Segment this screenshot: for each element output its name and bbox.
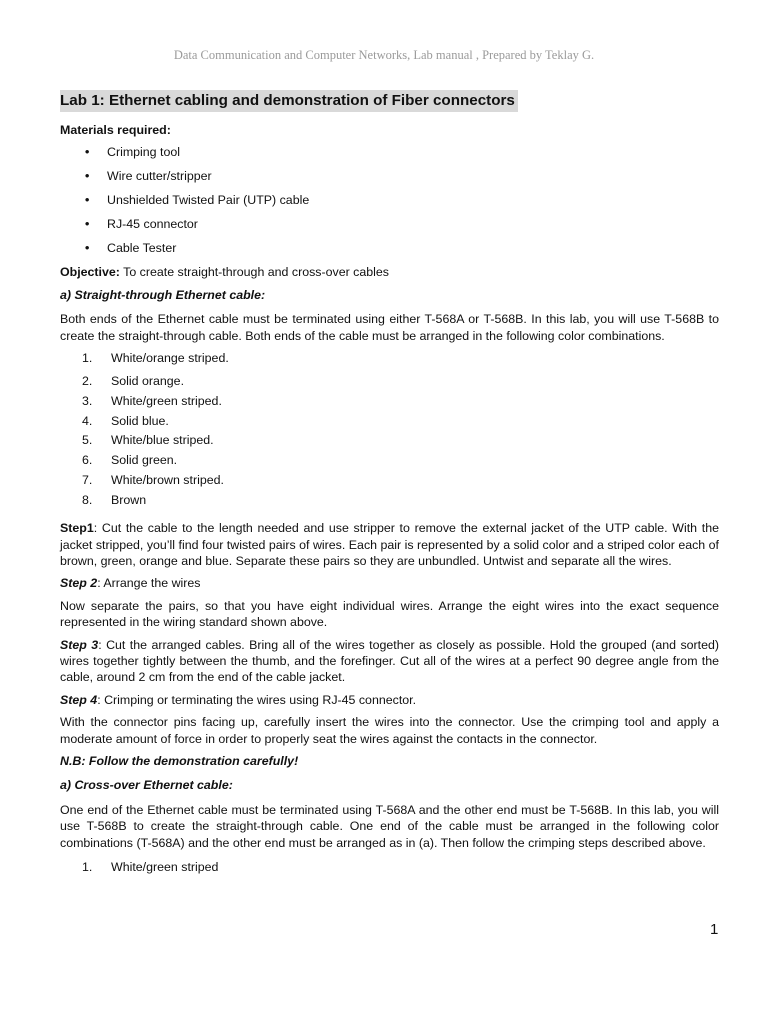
page-number: 1 <box>710 921 719 938</box>
color-order-list <box>60 350 719 508</box>
step-4 <box>60 692 719 708</box>
step-text: : Cut the cable to the length needed and use stripper to remove the external jacket of the UTP cable. With the jacket stripped, you’ll find four twisted pairs of wires. Each pair is represented by a solid color and a striped color each of brown, green, orange and blue. Separate these pairs so they are unbundled. Untwist and separate all the wires. <box>60 521 719 568</box>
step-label: Step 3 <box>60 637 99 652</box>
step-label: Step 2 <box>60 576 98 591</box>
list-item: • Unshielded Twisted Pair (UTP) cable <box>60 192 719 208</box>
list-number: 7. <box>82 472 93 487</box>
running-header: Data Communication and Computer Networks, Lab manual , Prepared by Teklay G. <box>173 48 595 62</box>
list-item <box>60 472 719 488</box>
step-label: Step1 <box>60 521 94 536</box>
step-2-paragraph: Now separate the pairs, so that you have eight individual wires. Arrange the eight wires into the exact sequence represented in the wiring standard shown above. <box>60 598 719 630</box>
list-item <box>60 350 719 366</box>
list-number: 4. <box>82 413 93 428</box>
step-1 <box>60 520 719 569</box>
list-item <box>60 859 719 875</box>
document-body <box>60 90 719 883</box>
list-number: 3. <box>82 393 93 408</box>
list-number: 5. <box>82 433 93 448</box>
step-4-paragraph: With the connector pins facing up, carefully insert the wires into the connector. Use the crimping tool and apply a moderate amount of force in order to properly seat the wires against the contacts in the connector. <box>60 715 719 746</box>
list-text: White/blue striped. <box>111 433 214 448</box>
list-item <box>60 492 719 508</box>
list-text: Solid green. <box>111 453 178 468</box>
objective <box>60 264 719 280</box>
cross-color-list <box>60 859 719 875</box>
list-number: 2. <box>82 373 93 388</box>
list-item <box>60 452 719 468</box>
step-text: : Arrange the wires <box>97 576 201 591</box>
list-number: 6. <box>82 453 93 468</box>
nb-note: N.B: Follow the demonstration carefully! <box>60 754 299 768</box>
objective-label: Objective: <box>60 265 120 280</box>
list-text: White/brown striped. <box>111 472 224 487</box>
objective-text: To create straight-through and cross-over cables <box>119 265 389 280</box>
list-text: Solid orange. <box>111 373 185 388</box>
list-text: Solid blue. <box>111 413 169 428</box>
list-item <box>60 373 719 389</box>
materials-heading: Materials required: <box>60 123 171 137</box>
materials-list <box>60 144 719 256</box>
page-title: Lab 1: Ethernet cabling and demonstration of Fiber connectors <box>60 90 518 112</box>
straight-through-paragraph: Both ends of the Ethernet cable must be terminated using either T-568A or T-568B. In this lab, you will use T-568B to create the straight-through cable. Both ends of the cable must be arranged in the following color combinations. <box>60 312 719 343</box>
cross-over-paragraph: One end of the Ethernet cable must be terminated using T-568A and the other end must be T-568B. In this lab, you will use T-568B to create the straight-through cable. One end of the cable must be arranged in the following color combinations (T-568A) and the other end must be arranged as in (a). Then follow the crimping steps described above. <box>60 802 719 850</box>
list-item: • Crimping tool <box>60 144 719 160</box>
step-3 <box>60 637 719 686</box>
list-item <box>60 393 719 409</box>
list-number: 1. <box>82 860 93 875</box>
list-item: • RJ-45 connector <box>60 216 719 232</box>
list-item: • Cable Tester <box>60 240 719 256</box>
list-text: White/green striped <box>111 860 219 875</box>
step-label: Step 4 <box>60 692 98 707</box>
step-text: : Cut the arranged cables. Bring all of the wires together as closely as possible. Hold the grouped (and sorted) wires together tightly between the thumb, and the forefinger. Cut all of the wires at a perfect 90 degree angle from the cable, around 2 cm from the end of the cable jacket. <box>60 637 720 685</box>
list-text: White/orange striped. <box>111 351 229 366</box>
list-item: • Wire cutter/stripper <box>60 168 719 184</box>
list-item <box>60 413 719 429</box>
cross-over-heading: a) Cross-over Ethernet cable: <box>60 778 233 793</box>
list-text: Brown <box>111 492 147 507</box>
list-number: 1. <box>82 351 93 366</box>
step-2 <box>60 575 719 591</box>
list-item <box>60 432 719 448</box>
list-number: 8. <box>82 492 93 507</box>
step-text: : Crimping or terminating the wires using RJ-45 connector. <box>97 692 417 707</box>
straight-through-heading: a) Straight-through Ethernet cable: <box>60 287 266 302</box>
list-text: White/green striped. <box>111 393 222 408</box>
